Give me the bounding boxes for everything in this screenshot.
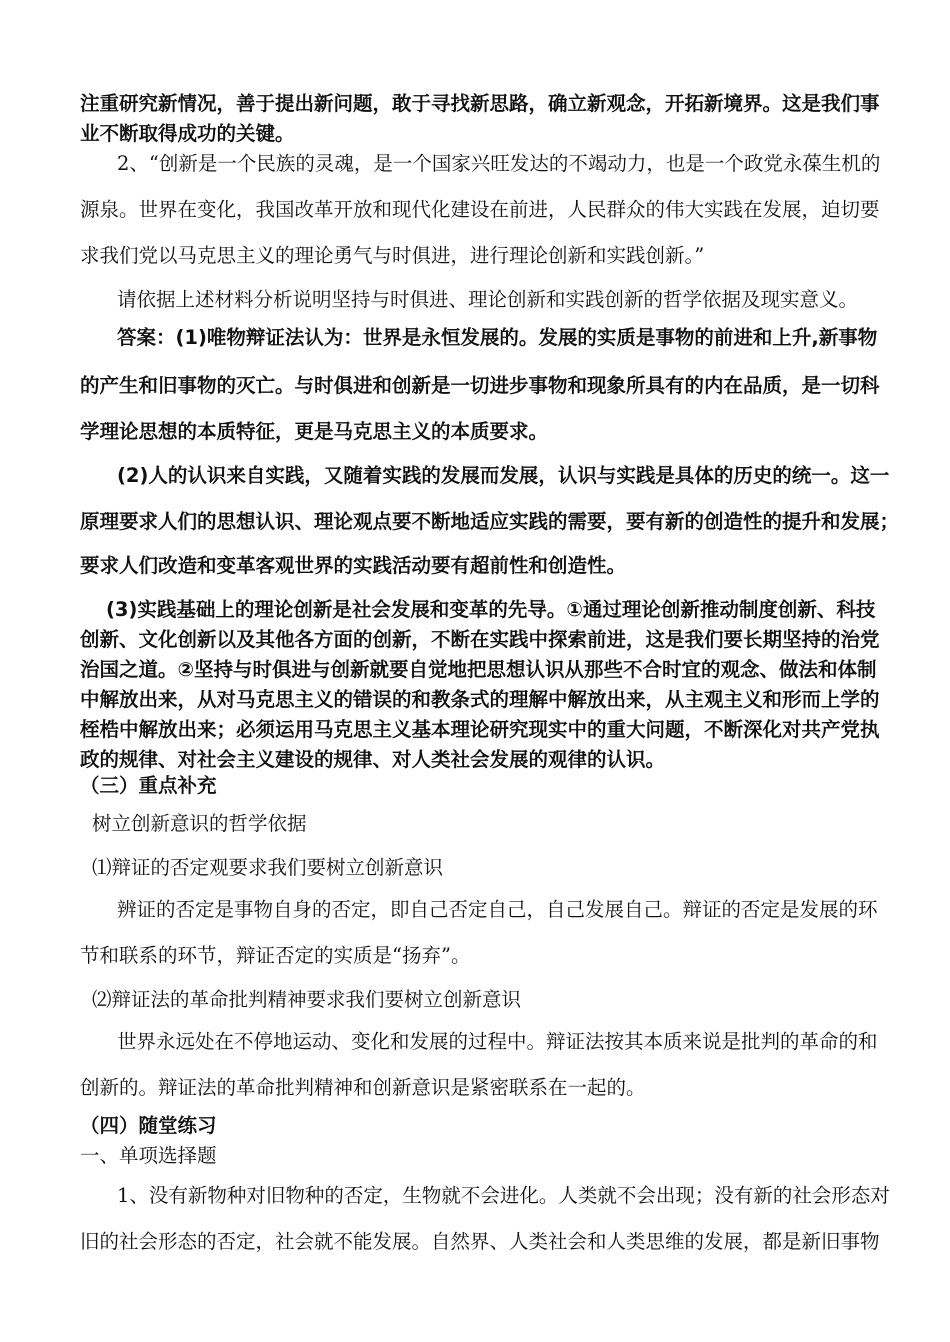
text-line: 创新的。辩证法的革命批判精神和创新意识是紧密联系在一起的。	[80, 1076, 646, 1099]
text-line: (2)人的认识来自实践，又随着实践的发展而发展，认识与实践是具体的历史的统一。这一	[117, 464, 890, 487]
text-line: 旧的社会形态的否定，社会就不能发展。自然界、人类社会和人类思维的发展，都是新旧事物	[80, 1230, 880, 1253]
text-line: 中解放出来，从对马克思主义的错误的和教条式的理解中解放出来，从主观主义和形而上学的	[80, 688, 880, 711]
text-line: 要求人们改造和变革客观世界的实践活动要有超前性和创造性。	[80, 554, 627, 577]
text-line: 创新、文化创新以及其他各方面的创新，不断在实践中探索前进，这是我们要长期坚持的治党	[80, 628, 880, 651]
text-line: 请依据上述材料分析说明坚持与时俱进、理论创新和实践创新的哲学依据及现实意义。	[117, 288, 859, 311]
text-line: 节和联系的环节，辩证否定的实质是“扬弃”。	[80, 944, 471, 967]
text-line: 答案：(1)唯物辩证法认为：世界是永恒发展的。发展的实质是事物的前进和上升,新事物	[117, 326, 878, 349]
text-line: 桎梏中解放出来；必须运用马克思主义基本理论研究现实中的重大问题，不断深化对共产党执	[80, 718, 880, 741]
text-line: ⑴辩证的否定观要求我们要树立创新意识	[92, 856, 444, 879]
text-line: 注重研究新情况，善于提出新问题，敢于寻找新思路，确立新观念，开拓新境界。这是我们事	[80, 92, 880, 115]
text-line: 政的规律、对社会主义建设的规律、对人类社会发展的观律的认识。	[80, 748, 666, 771]
text-line: 的产生和旧事物的灭亡。与时俱进和创新是一切进步事物和现象所具有的内在品质，是一切科	[80, 374, 880, 397]
text-line: 业不断取得成功的关键。	[80, 122, 295, 145]
section-heading: （三）重点补充	[80, 774, 217, 797]
text-line: 世界永远处在不停地运动、变化和发展的过程中。辩证法按其本质来说是批判的革命的和	[117, 1030, 878, 1053]
text-line: 树立创新意识的哲学依据	[92, 812, 307, 835]
section-heading: （四）随堂练习	[80, 1114, 217, 1137]
text-line: 源泉。世界在变化，我国改革开放和现代化建设在前进，人民群众的伟大实践在发展，迫切要	[80, 198, 880, 221]
text-line: 求我们党以马克思主义的理论勇气与时俱进，进行理论创新和实践创新。”	[80, 244, 705, 267]
text-line: (3)实践基础上的理论创新是社会发展和变革的先导。①通过理论创新推动制度创新、科技	[106, 598, 876, 621]
text-line: ⑵辩证法的革命批判精神要求我们要树立创新意识	[92, 988, 522, 1011]
text-line: 2、“创新是一个民族的灵魂，是一个国家兴旺发达的不竭动力，也是一个政党永葆生机的	[117, 152, 881, 175]
subsection-heading: 一、单项选择题	[80, 1144, 217, 1167]
text-line: 原理要求人们的思想认识、理论观点要不断地适应实践的需要，要有新的创造性的提升和发展；	[80, 510, 900, 533]
text-line: 学理论思想的本质特征，更是马克思主义的本质要求。	[80, 420, 549, 443]
text-line: 1、没有新物种对旧物种的否定，生物就不会进化。人类就不会出现；没有新的社会形态对	[117, 1184, 890, 1207]
text-line: 治国之道。②坚持与时俱进与创新就要自觉地把思想认识从那些不合时宜的观念、做法和体制	[80, 658, 877, 681]
text-line: 辨证的否定是事物自身的否定，即自己否定自己，自己发展自己。辩证的否定是发展的环	[117, 898, 878, 921]
